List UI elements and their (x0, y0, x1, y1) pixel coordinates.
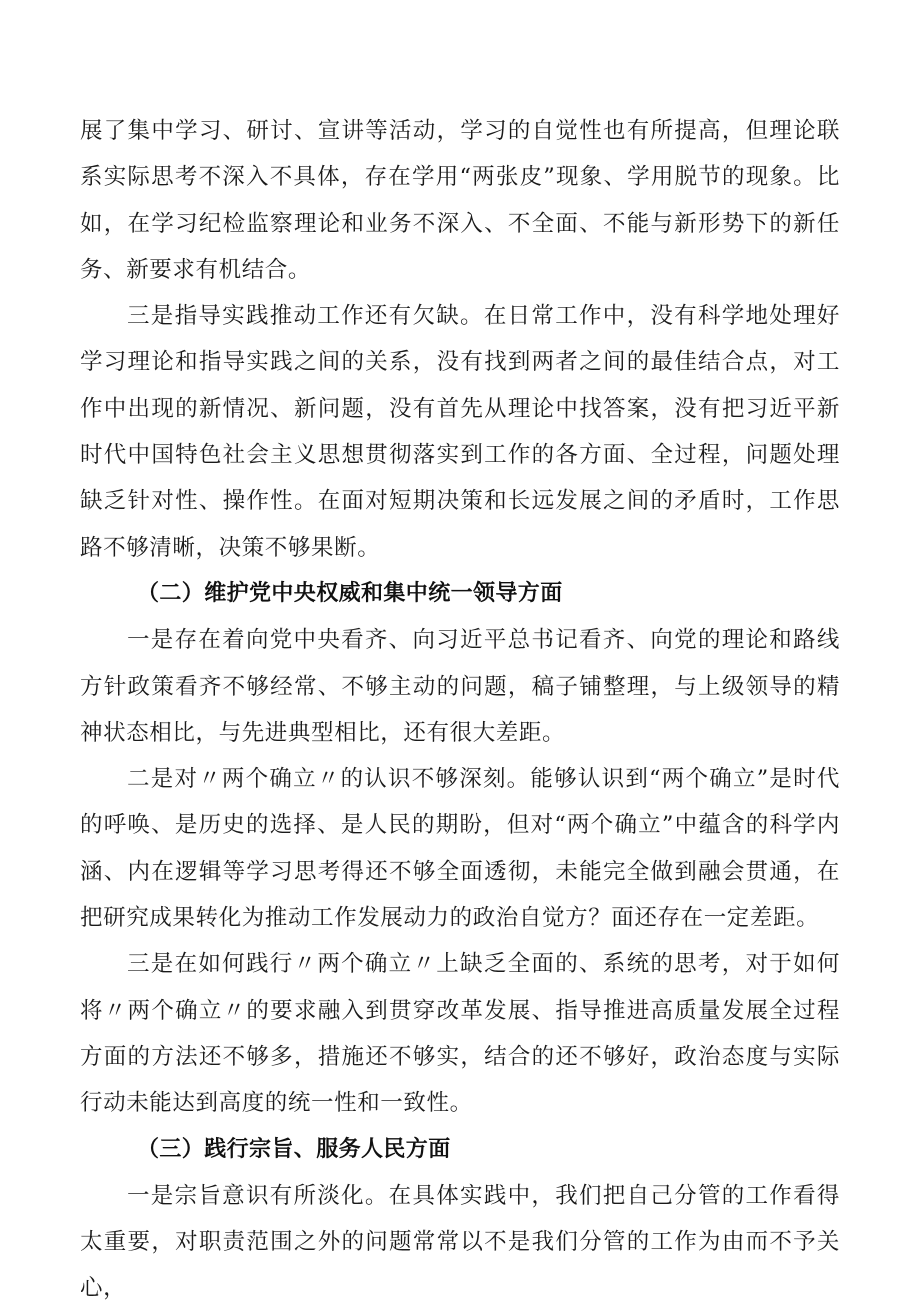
paragraph-two-establishments-understanding: 二是对〃两个确立〃的认识不够深刻。能够认识到“两个确立”是时代的呼唤、是历史的选择、是人民的期盼，但对“两个确立”中蕴含的科学内涵、内在逻辑等学习思考得还不够全面透彻，未能完全做到融会贯通，在把研究成果转化为推动工作发展动力的政治自觉方？面还存在一定差距。 (80, 766, 840, 932)
paragraph-study-continuation: 展了集中学习、研讨、宣讲等活动，学习的自觉性也有所提高，但理论联系实际思考不深入不具体，存在学用“两张皮”现象、学用脱节的现象。比如，在学习纪检监察理论和业务不深入、不全面、不能与新形势下的新任务、新要求有机结合。 (80, 118, 840, 283)
section-heading-3: （三）践行宗旨、服务人民方面 (137, 1136, 451, 1162)
paragraph-practice-guidance: 三是指导实践推动工作还有欠缺。在日常工作中，没有科学地处理好学习理论和指导实践之间的关系，没有找到两者之间的最佳结合点，对工作中出现的新情况、新问题，没有首先从理论中找答案，没有把习近平新时代中国特色社会主义思想贯彻落实到工作的各方面、全过程，问题处理缺乏针对性、操作性。在面对短期决策和长远发展之间的矛盾时，工作思路不够清晰，决策不够果断。 (80, 303, 840, 561)
paragraph-align-with-center: 一是存在着向党中央看齐、向习近平总书记看齐、向党的理论和路线方针政策看齐不够经常、不够主动的问题，稿子铺整理，与上级领导的精神状态相比，与先进典型相比，还有很大差距。 (80, 627, 840, 746)
paragraph-purpose-awareness: 一是宗旨意识有所淡化。在具体实践中，我们把自己分管的工作看得太重要，对职责范围之外的问题常常以不是我们分管的工作为由而不予关心， (80, 1182, 840, 1302)
document-body (80, 108, 840, 1312)
paragraph-two-establishments-practice: 三是在如何践行〃两个确立〃上缺乏全面的、系统的思考，对于如何将〃两个确立〃的要求融入到贯穿改革发展、指导推进高质量发展全过程方面的方法还不够多，措施还不够实，结合的还不够好，政治态度与实际行动未能达到高度的统一性和一致性。 (80, 951, 840, 1117)
section-heading-2: （二）维护党中央权威和集中统一领导方面 (137, 580, 563, 606)
